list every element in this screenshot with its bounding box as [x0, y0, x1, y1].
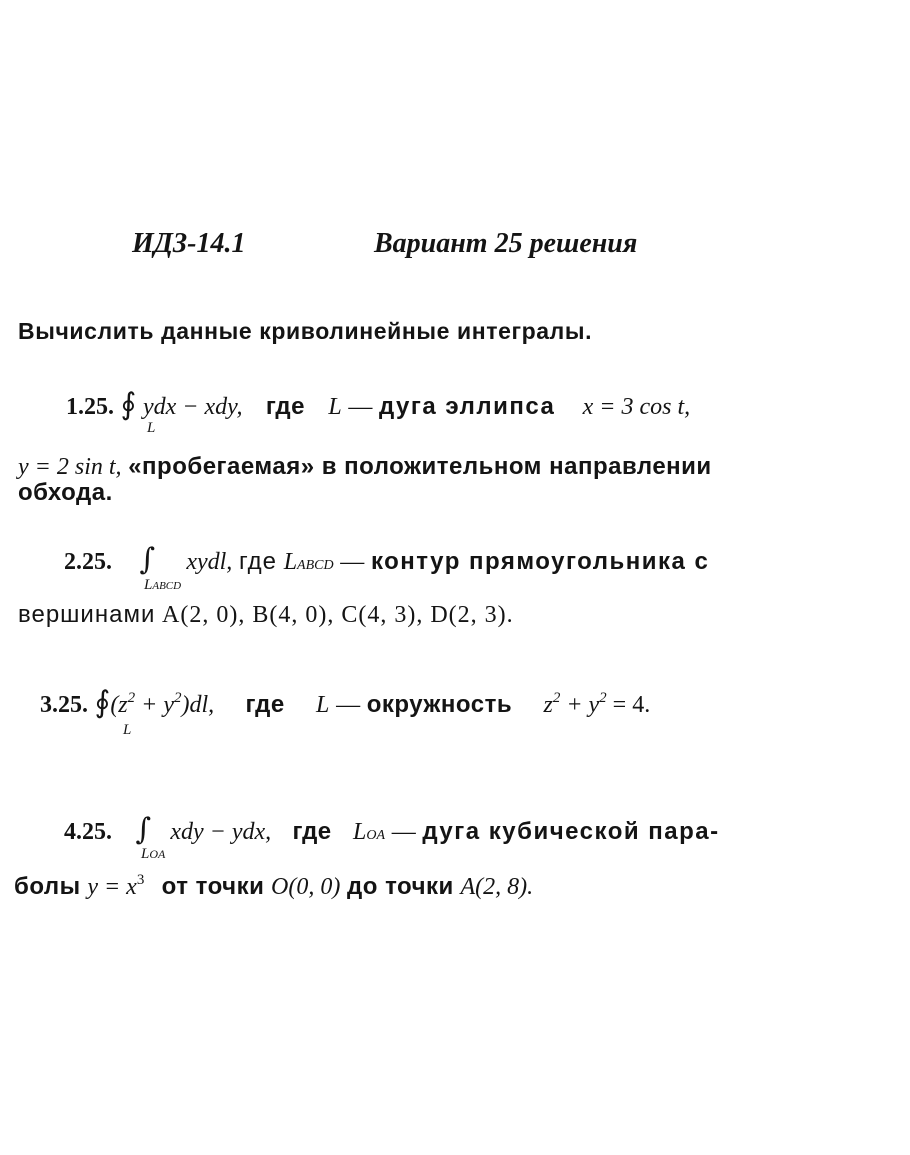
problem-2-line-1 — [64, 542, 710, 581]
problem-1-line-3 — [18, 478, 113, 508]
equation-y: y = 2 sin t, — [18, 454, 122, 480]
start-point: O(0, 0) — [271, 874, 341, 900]
line-integral-icon: ∫ — [135, 812, 151, 847]
problem-number: 3.25. — [40, 692, 88, 718]
dash: — — [348, 394, 373, 420]
dash: — — [336, 692, 361, 718]
direction-text-end: обхода. — [18, 479, 113, 506]
to-point-text: до точки — [347, 873, 454, 900]
integral-contour-label: LOA — [141, 846, 166, 862]
integrand: ydx − xdy, — [142, 394, 243, 420]
integrand: xdy − ydx, — [170, 819, 272, 845]
from-point-text: от точки — [161, 873, 265, 900]
where-word: где — [265, 393, 305, 420]
direction-text: «пробегаемая» в положительном направлении — [128, 453, 712, 480]
parabola-word: болы — [14, 873, 81, 900]
problem-2-line-2 — [18, 600, 514, 630]
problem-1-line-1 — [66, 387, 691, 422]
vertices-list: A(2, 0), B(4, 0), C(4, 3), D(2, 3). — [162, 602, 514, 628]
where-word: где — [292, 818, 332, 845]
problem-number: 1.25. — [66, 394, 114, 420]
equation-x: x = 3 cos t, — [582, 394, 691, 420]
problem-number: 4.25. — [64, 819, 112, 845]
curve-description: дуга эллипса — [379, 393, 556, 420]
curve-description: окружность — [366, 691, 513, 718]
parabola-equation: $y = x^3$ — [87, 872, 145, 900]
integral-contour-label: L — [147, 420, 156, 436]
assignment-code: ИДЗ-14.1 — [132, 228, 246, 259]
curve-name: L — [316, 692, 330, 718]
vertices-word: вершинами — [18, 601, 156, 628]
integral-contour-label: LABCD — [144, 577, 182, 593]
dash: — — [340, 549, 365, 575]
problem-1-line-2 — [18, 452, 712, 482]
where-word: где — [245, 691, 285, 718]
variant-title: Вариант 25 решения — [374, 228, 638, 259]
curve-description: дуга кубической пара- — [422, 818, 720, 845]
curve-subscript: OA — [366, 828, 386, 843]
problem-3-line-1 — [40, 685, 651, 720]
integrand: xydl, — [186, 549, 233, 575]
integrand: $(z^2 + y^2)dl$, — [110, 690, 215, 718]
where-word: где — [238, 548, 278, 575]
curve-name: L — [328, 394, 342, 420]
curve-name: L — [283, 549, 298, 575]
circle-equation: $z^2 + y^2 = 4$. — [543, 690, 651, 718]
contour-integral-icon: ∮ — [94, 685, 111, 720]
curve-name: L — [353, 819, 367, 845]
dash: — — [391, 819, 416, 845]
integral-contour-label: L — [123, 722, 132, 738]
end-point: A(2, 8). — [460, 874, 534, 900]
contour-integral-icon: ∮ — [120, 387, 137, 422]
instruction-text: Вычислить данные криволинейные интегралы. — [18, 318, 593, 344]
problem-number: 2.25. — [64, 549, 112, 575]
curve-subscript: ABCD — [297, 558, 334, 573]
line-integral-icon: ∫ — [139, 542, 155, 577]
curve-description: контур прямоугольника с — [370, 548, 710, 575]
problem-4-line-2 — [14, 872, 533, 902]
